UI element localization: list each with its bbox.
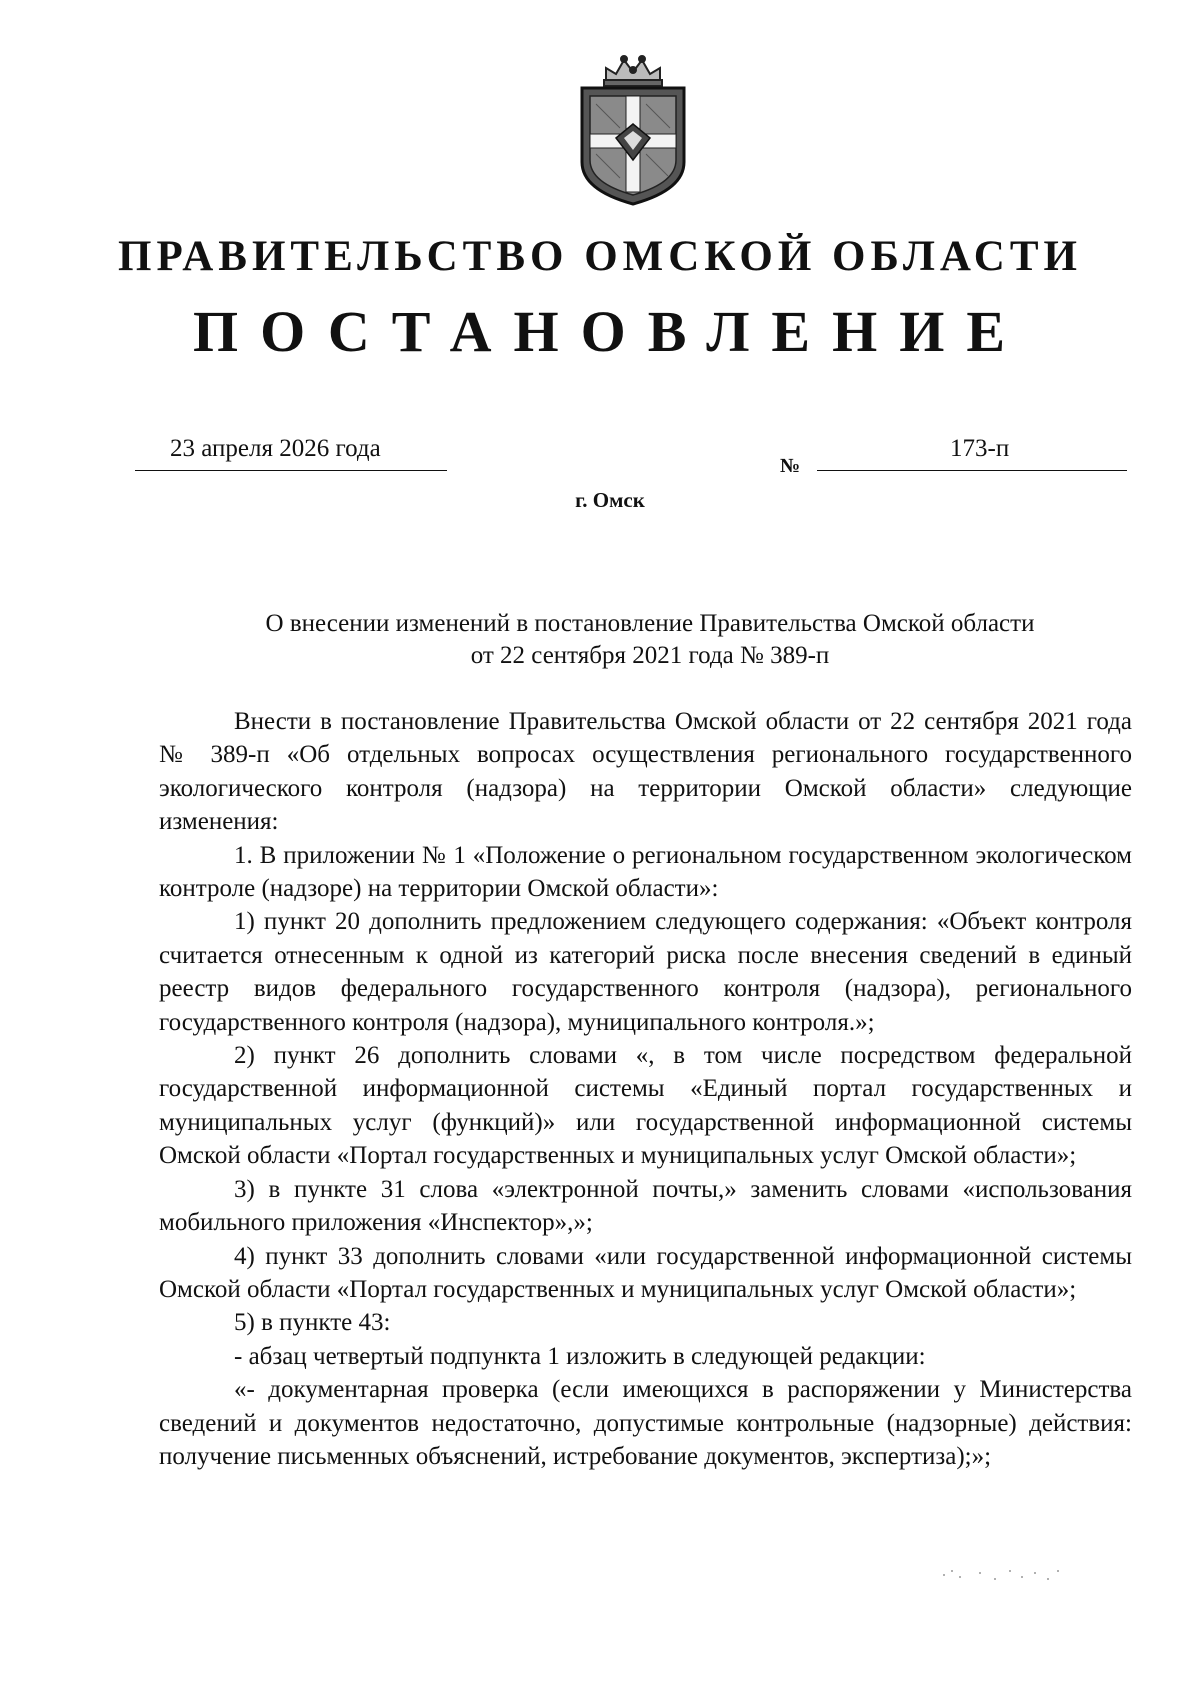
body-paragraph: Внести в постановление Правительства Омской области от 22 сентября 2021 года № 389-п «Об отдельных вопросах осуществления регионального государственного экологического контроля (надзора) на территории Омской области» следующие изменения: bbox=[159, 708, 1132, 836]
coat-of-arms-icon bbox=[568, 50, 698, 208]
city: г. Омск bbox=[575, 488, 645, 512]
body-paragraph: 1. В приложении № 1 «Положение о региональном государственном экологическом контроле (надзоре) на территории Омской области»: bbox=[159, 841, 1132, 903]
document-date: 23 апреля 2026 года bbox=[170, 435, 381, 462]
document-number: 173-п bbox=[950, 435, 1010, 462]
body-paragraph: 3) в пункте 31 слова «электронной почты,» заменить словами «использования мобильного приложения «Инспектор»,»; bbox=[159, 1175, 1132, 1237]
body-paragraph: 1) пункт 20 дополнить предложением следующего содержания: «Объект контроля считается отнесенным к одной из категорий риска после внесения сведений в единый реестр видов федерального государственного контроля (надзора), регионального государственного контроля (надзора), муниципального контроля.»; bbox=[159, 908, 1132, 1036]
subject-line-2: от 22 сентября 2021 года № 389-п bbox=[470, 642, 830, 669]
document-body bbox=[159, 705, 1132, 1473]
body-paragraph: «- документарная проверка (если имеющихся в распоряжении у Министерства сведений и документов недостаточно, допустимые контрольные (надзорные) действия: получение письменных объяснений, истребование документов, экспертиза);»; bbox=[159, 1376, 1132, 1470]
body-paragraph: 4) пункт 33 дополнить словами «или государственной информационной системы Омской области «Портал государственных и муниципальных услуг Омской области»; bbox=[159, 1242, 1132, 1303]
body-paragraph: - абзац четвертый подпункта 1 изложить в следующей редакции: bbox=[234, 1342, 926, 1370]
organization-title: ПРАВИТЕЛЬСТВО ОМСКОЙ ОБЛАСТИ bbox=[118, 233, 1082, 280]
scan-noise-icon bbox=[940, 1565, 1065, 1587]
number-sign: № bbox=[780, 455, 801, 477]
body-paragraph: 5) в пункте 43: bbox=[234, 1309, 391, 1337]
document-subject bbox=[160, 608, 1140, 672]
subject-line-1: О внесении изменений в постановление Правительства Омской области bbox=[265, 610, 1035, 637]
body-paragraph: 2) пункт 26 дополнить словами «, в том числе посредством федеральной государственной информационной системы «Единый портал государственных и муниципальных услуг (функций)» или государственной информационной системы Омской области «Портал государственных и муниципальных услуг Омской области»; bbox=[159, 1042, 1132, 1170]
document-type-title: ПОСТАНОВЛЕНИЕ bbox=[192, 299, 1028, 364]
